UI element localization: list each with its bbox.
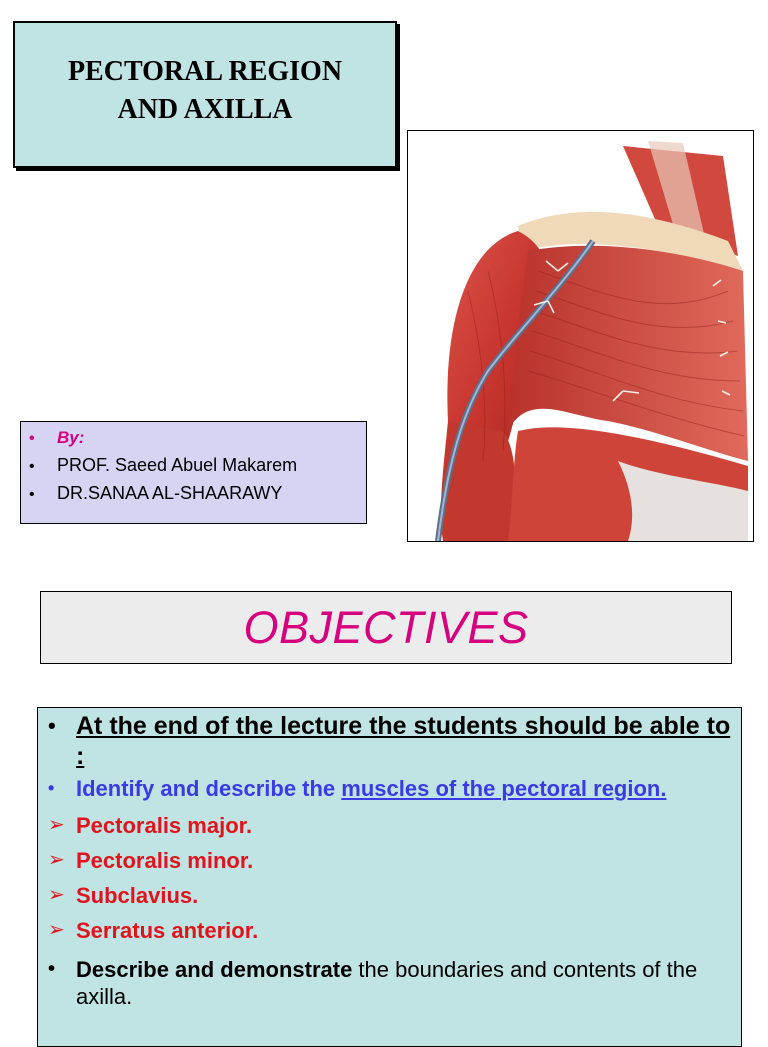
muscle-name: Pectoralis minor. [76,848,254,873]
round-bullet-icon: • [48,958,56,980]
by-row [29,428,366,455]
arrowhead-bullet-icon: ➢ [48,849,65,871]
arrowhead-bullet-icon: ➢ [48,884,65,906]
round-bullet-icon: • [29,458,35,475]
title-line-1: PECTORAL REGION [67,55,343,87]
author-row [29,455,366,483]
pectoral-muscle-illustration [408,131,753,541]
muscle-item [48,878,733,913]
title-box [13,21,397,168]
intro-text: At the end of the lecture the students should be able to : [76,712,731,770]
round-bullet-icon: • [29,430,35,447]
muscle-name: Subclavius. [76,883,199,908]
round-bullet-icon: • [48,778,55,798]
describe-text [76,956,733,1010]
objectives-banner [40,591,732,664]
muscle-name: Serratus anterior. [76,918,259,943]
objectives-heading: OBJECTIVES [243,601,529,653]
arrowhead-bullet-icon: ➢ [48,814,65,836]
muscle-item [48,843,733,878]
identify-bullet [48,775,733,802]
arrowhead-bullet-icon: ➢ [48,919,65,941]
authors-box [20,421,367,524]
slide-title [68,53,342,129]
author-name: DR.SANAA AL-SHAARAWY [57,483,283,503]
describe-bullet [48,956,733,1010]
author-row [29,483,366,511]
muscle-item [48,808,733,843]
by-label: By: [57,428,85,447]
describe-bold: Describe and demonstrate [76,957,353,982]
identify-prefix: Identify and describe the [76,776,342,801]
anatomy-illustration [407,130,754,542]
identify-text [76,775,733,802]
muscles-link[interactable]: muscles of the pectoral region. [341,776,667,801]
intro-bullet [48,711,733,771]
title-line-2: AND AXILLA [117,93,293,125]
describe-rest: the boundaries and contents of the axilla. [76,957,698,1009]
round-bullet-icon: • [48,713,56,738]
muscle-item [48,913,733,948]
objectives-content [37,707,742,1047]
round-bullet-icon: • [29,486,35,503]
author-name: PROF. Saeed Abuel Makarem [57,455,298,475]
muscle-name: Pectoralis major. [76,813,253,838]
